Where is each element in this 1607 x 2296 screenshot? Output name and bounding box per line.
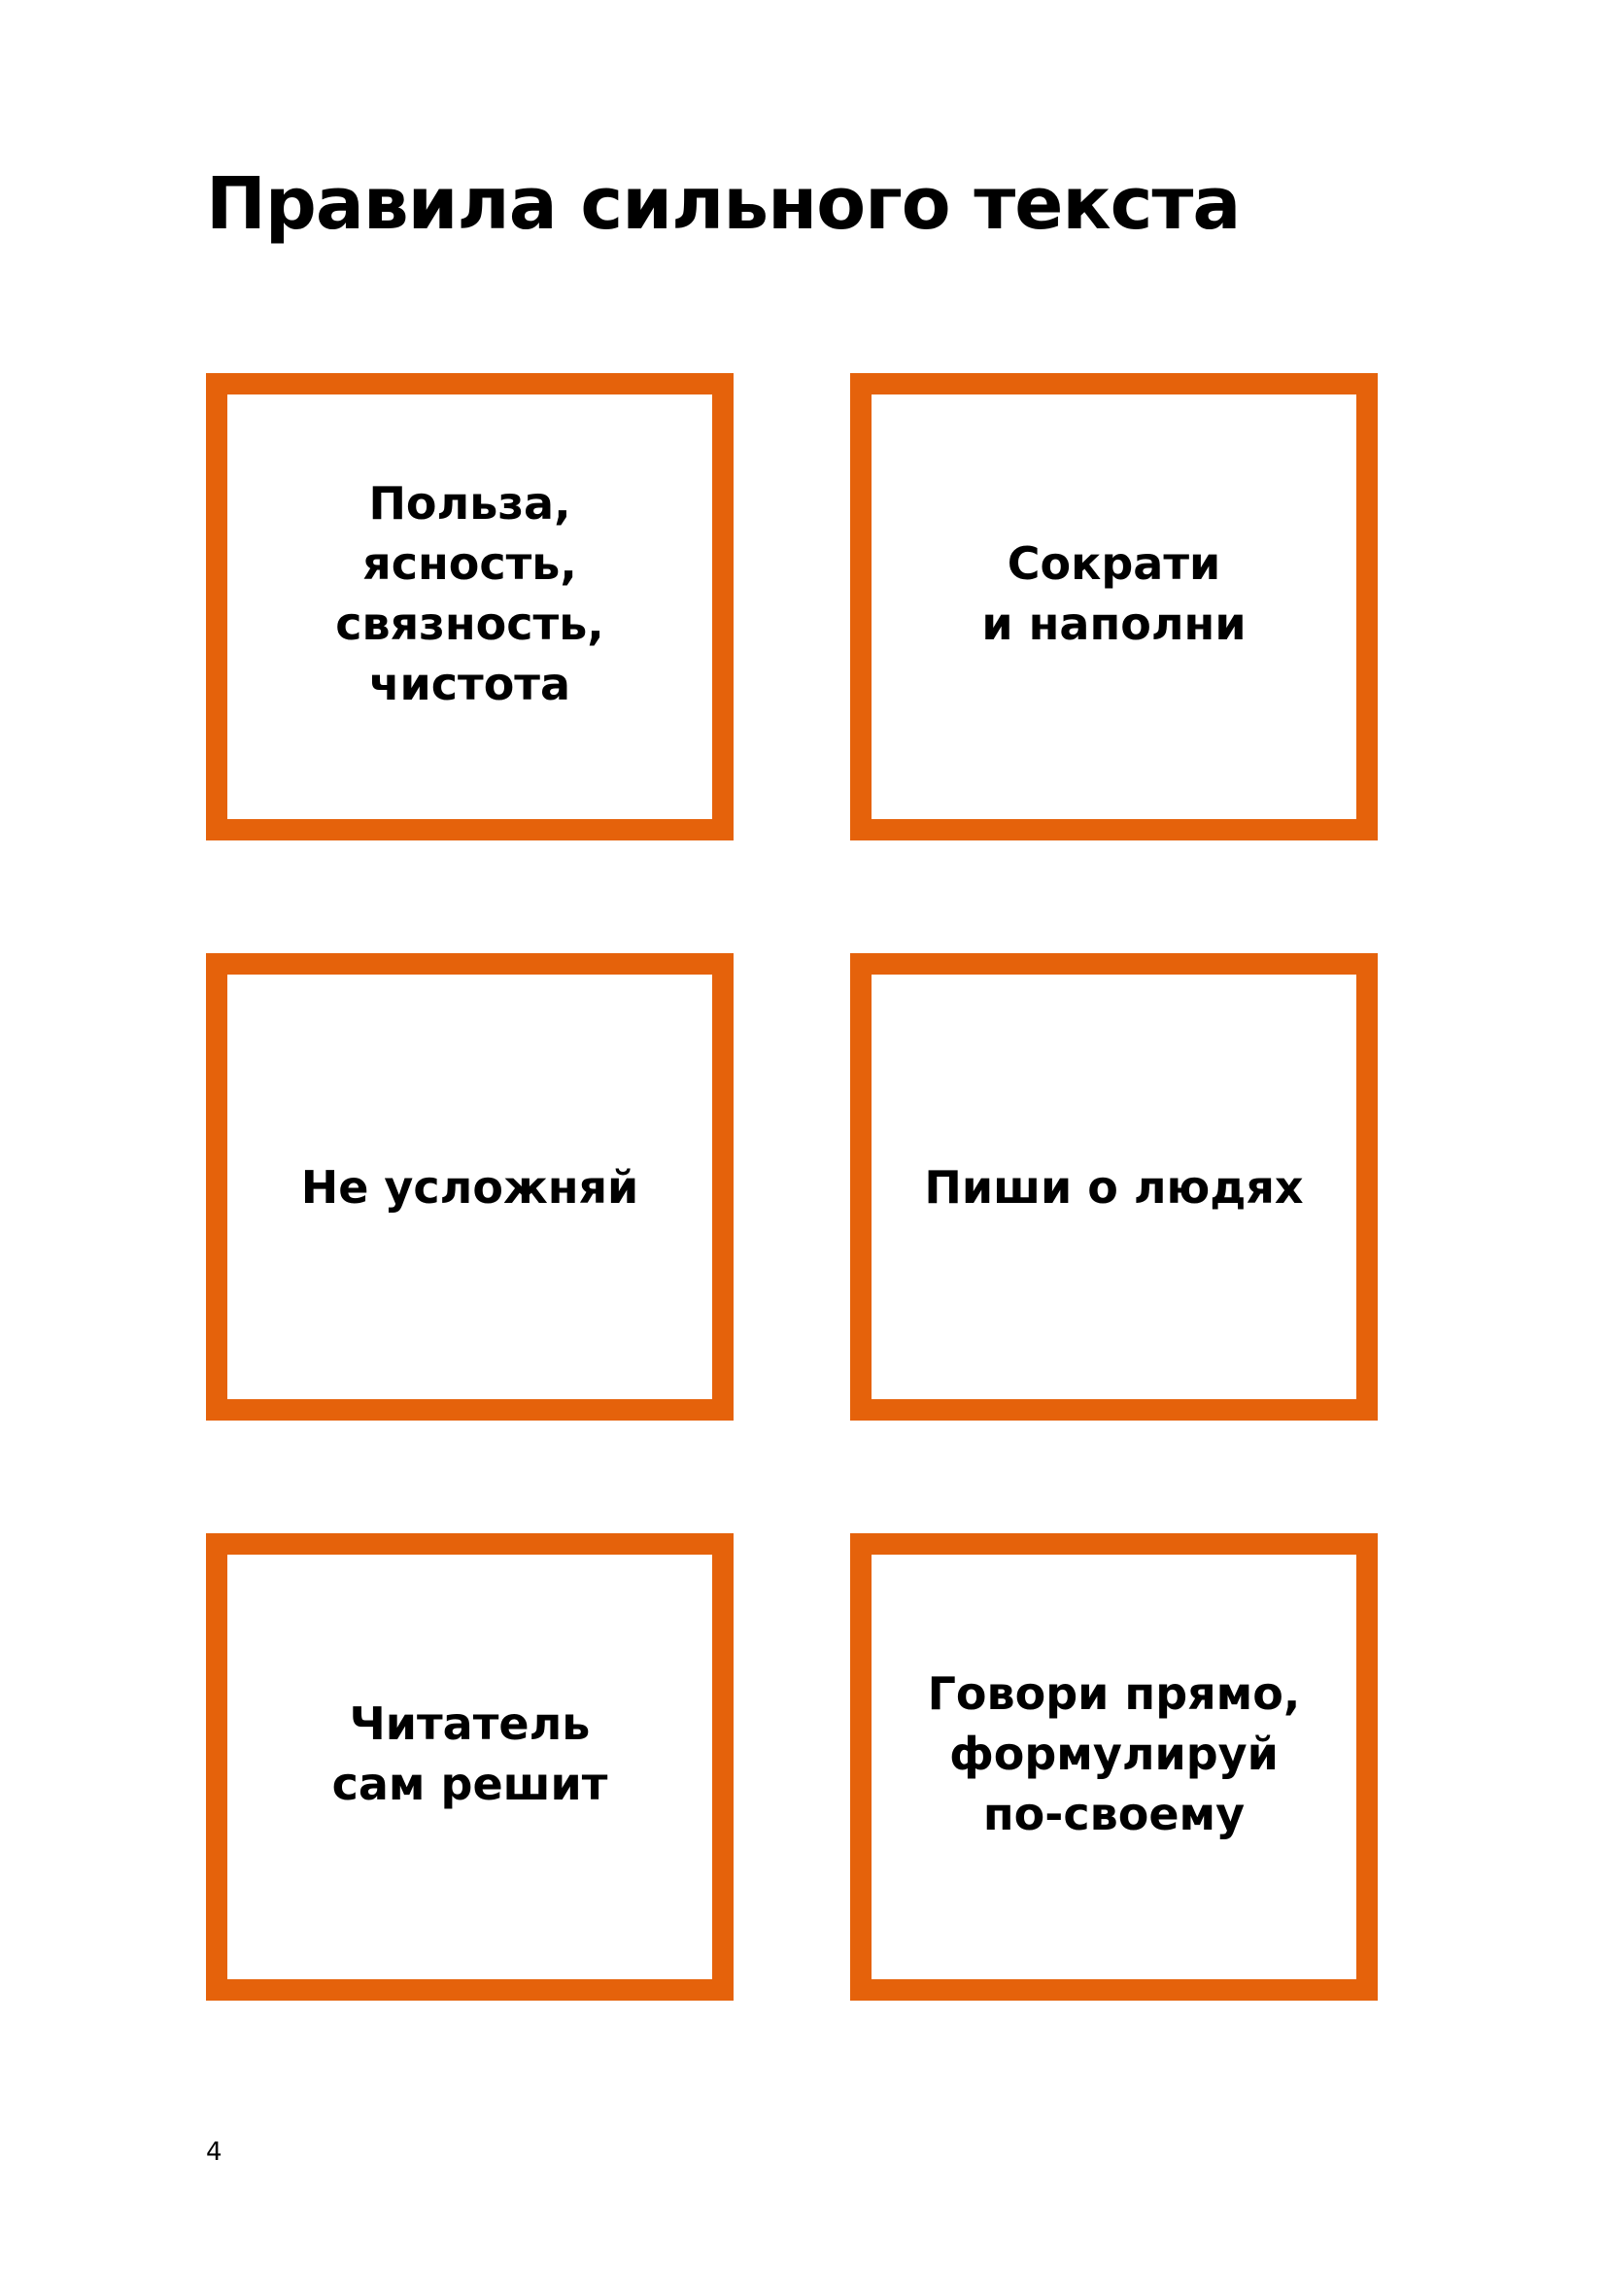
rule-card-text: Сократи и наполни <box>981 536 1247 650</box>
rule-card <box>850 1533 1378 2001</box>
rule-card-text: Пиши о людях <box>924 1160 1304 1214</box>
rule-card-text: Говори прямо, формулируй по-своему <box>927 1666 1301 1840</box>
page-number: 4 <box>206 2138 222 2167</box>
rule-card <box>206 373 734 840</box>
rule-card-text: Не усложняй <box>300 1160 639 1214</box>
rule-card <box>206 953 734 1421</box>
rule-card <box>850 373 1378 840</box>
rule-card-text: Польза, ясность, связность, чистота <box>335 476 604 710</box>
rule-card <box>206 1533 734 2001</box>
rule-card-text: Читатель сам решит <box>331 1696 608 1810</box>
page-title: Правила сильного текста <box>206 162 1241 246</box>
rule-card <box>850 953 1378 1421</box>
